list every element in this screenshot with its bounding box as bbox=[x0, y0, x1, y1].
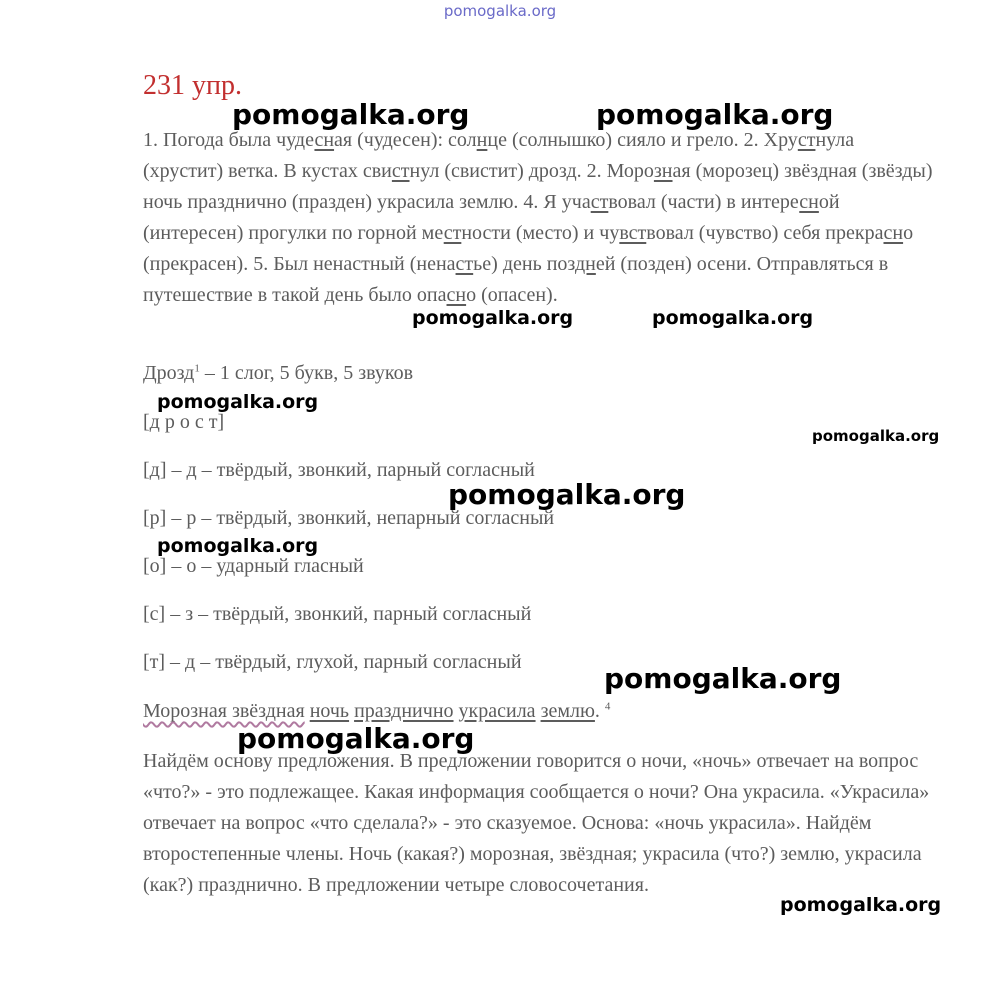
sound-line: [д] – д – твёрдый, звонкий, парный согласный bbox=[143, 459, 535, 481]
sound-line: [о] – о – ударный гласный bbox=[143, 555, 364, 577]
watermark: pomogalka.org bbox=[412, 307, 574, 329]
site-header[interactable]: pomogalka.org bbox=[443, 2, 557, 20]
parsed-sentence: Морозная звёздная ночь празднично украсила землю. $^4$ bbox=[143, 700, 611, 722]
exercise-title: 231 упр. bbox=[143, 70, 242, 101]
watermark: pomogalka.org bbox=[448, 478, 686, 511]
explanation-paragraph: Найдём основу предложения. В предложении говорится о ночи, «ночь» отвечает на вопрос «что?» - это подлежащее. Какая информация сообщается о ночи? Она украсила. «Украсила» отвечает на вопрос «что сделала?» - это сказуемое. Основа: «ночь украсила». Найдём второстепенные члены. Ночь (какая?) морозная, звёздная; украсила (что?) землю, украсила (как?) празднично. В предложении четыре словосочетания. bbox=[143, 750, 930, 896]
watermark: pomogalka.org bbox=[237, 722, 475, 755]
watermark: pomogalka.org bbox=[652, 307, 814, 329]
sound-line: [т] – д – твёрдый, глухой, парный согласный bbox=[143, 651, 522, 673]
watermark: pomogalka.org bbox=[604, 662, 842, 695]
sound-line: [р] – р – твёрдый, звонкий, непарный согласный bbox=[143, 507, 555, 529]
watermark: pomogalka.org bbox=[812, 427, 940, 445]
watermark: pomogalka.org bbox=[596, 98, 834, 131]
exercise-paragraph: 1. Погода была чудесная (чудесен): солнце (солнышко) сияло и грело. 2. Хрустнула (хрустит) ветка. В кустах свистнул (свистит) дрозд. 2. Морозная (морозец) звёздная (звёзды) ночь празднично (празден) украсила землю. 4. Я участвовал (части) в интересной (интересен) прогулки по горной местности (место) и чувствовал (чувство) себя прекрасно (прекрасен). 5. Был ненастный (ненастье) день поздней (позден) осени. Отправляться в путешествие в такой день было опасно (опасен). bbox=[143, 129, 933, 306]
sound-line: [с] – з – твёрдый, звонкий, парный согласный bbox=[143, 603, 532, 625]
phonetic-word-line: Дрозд$^1$ – 1 слог, 5 букв, 5 звуков bbox=[143, 362, 414, 384]
watermark: pomogalka.org bbox=[232, 98, 470, 131]
watermark: pomogalka.org bbox=[157, 535, 319, 557]
watermark: pomogalka.org bbox=[157, 391, 319, 413]
watermark: pomogalka.org bbox=[780, 894, 942, 916]
phonetic-transcription: [д р о с т] bbox=[143, 411, 225, 433]
